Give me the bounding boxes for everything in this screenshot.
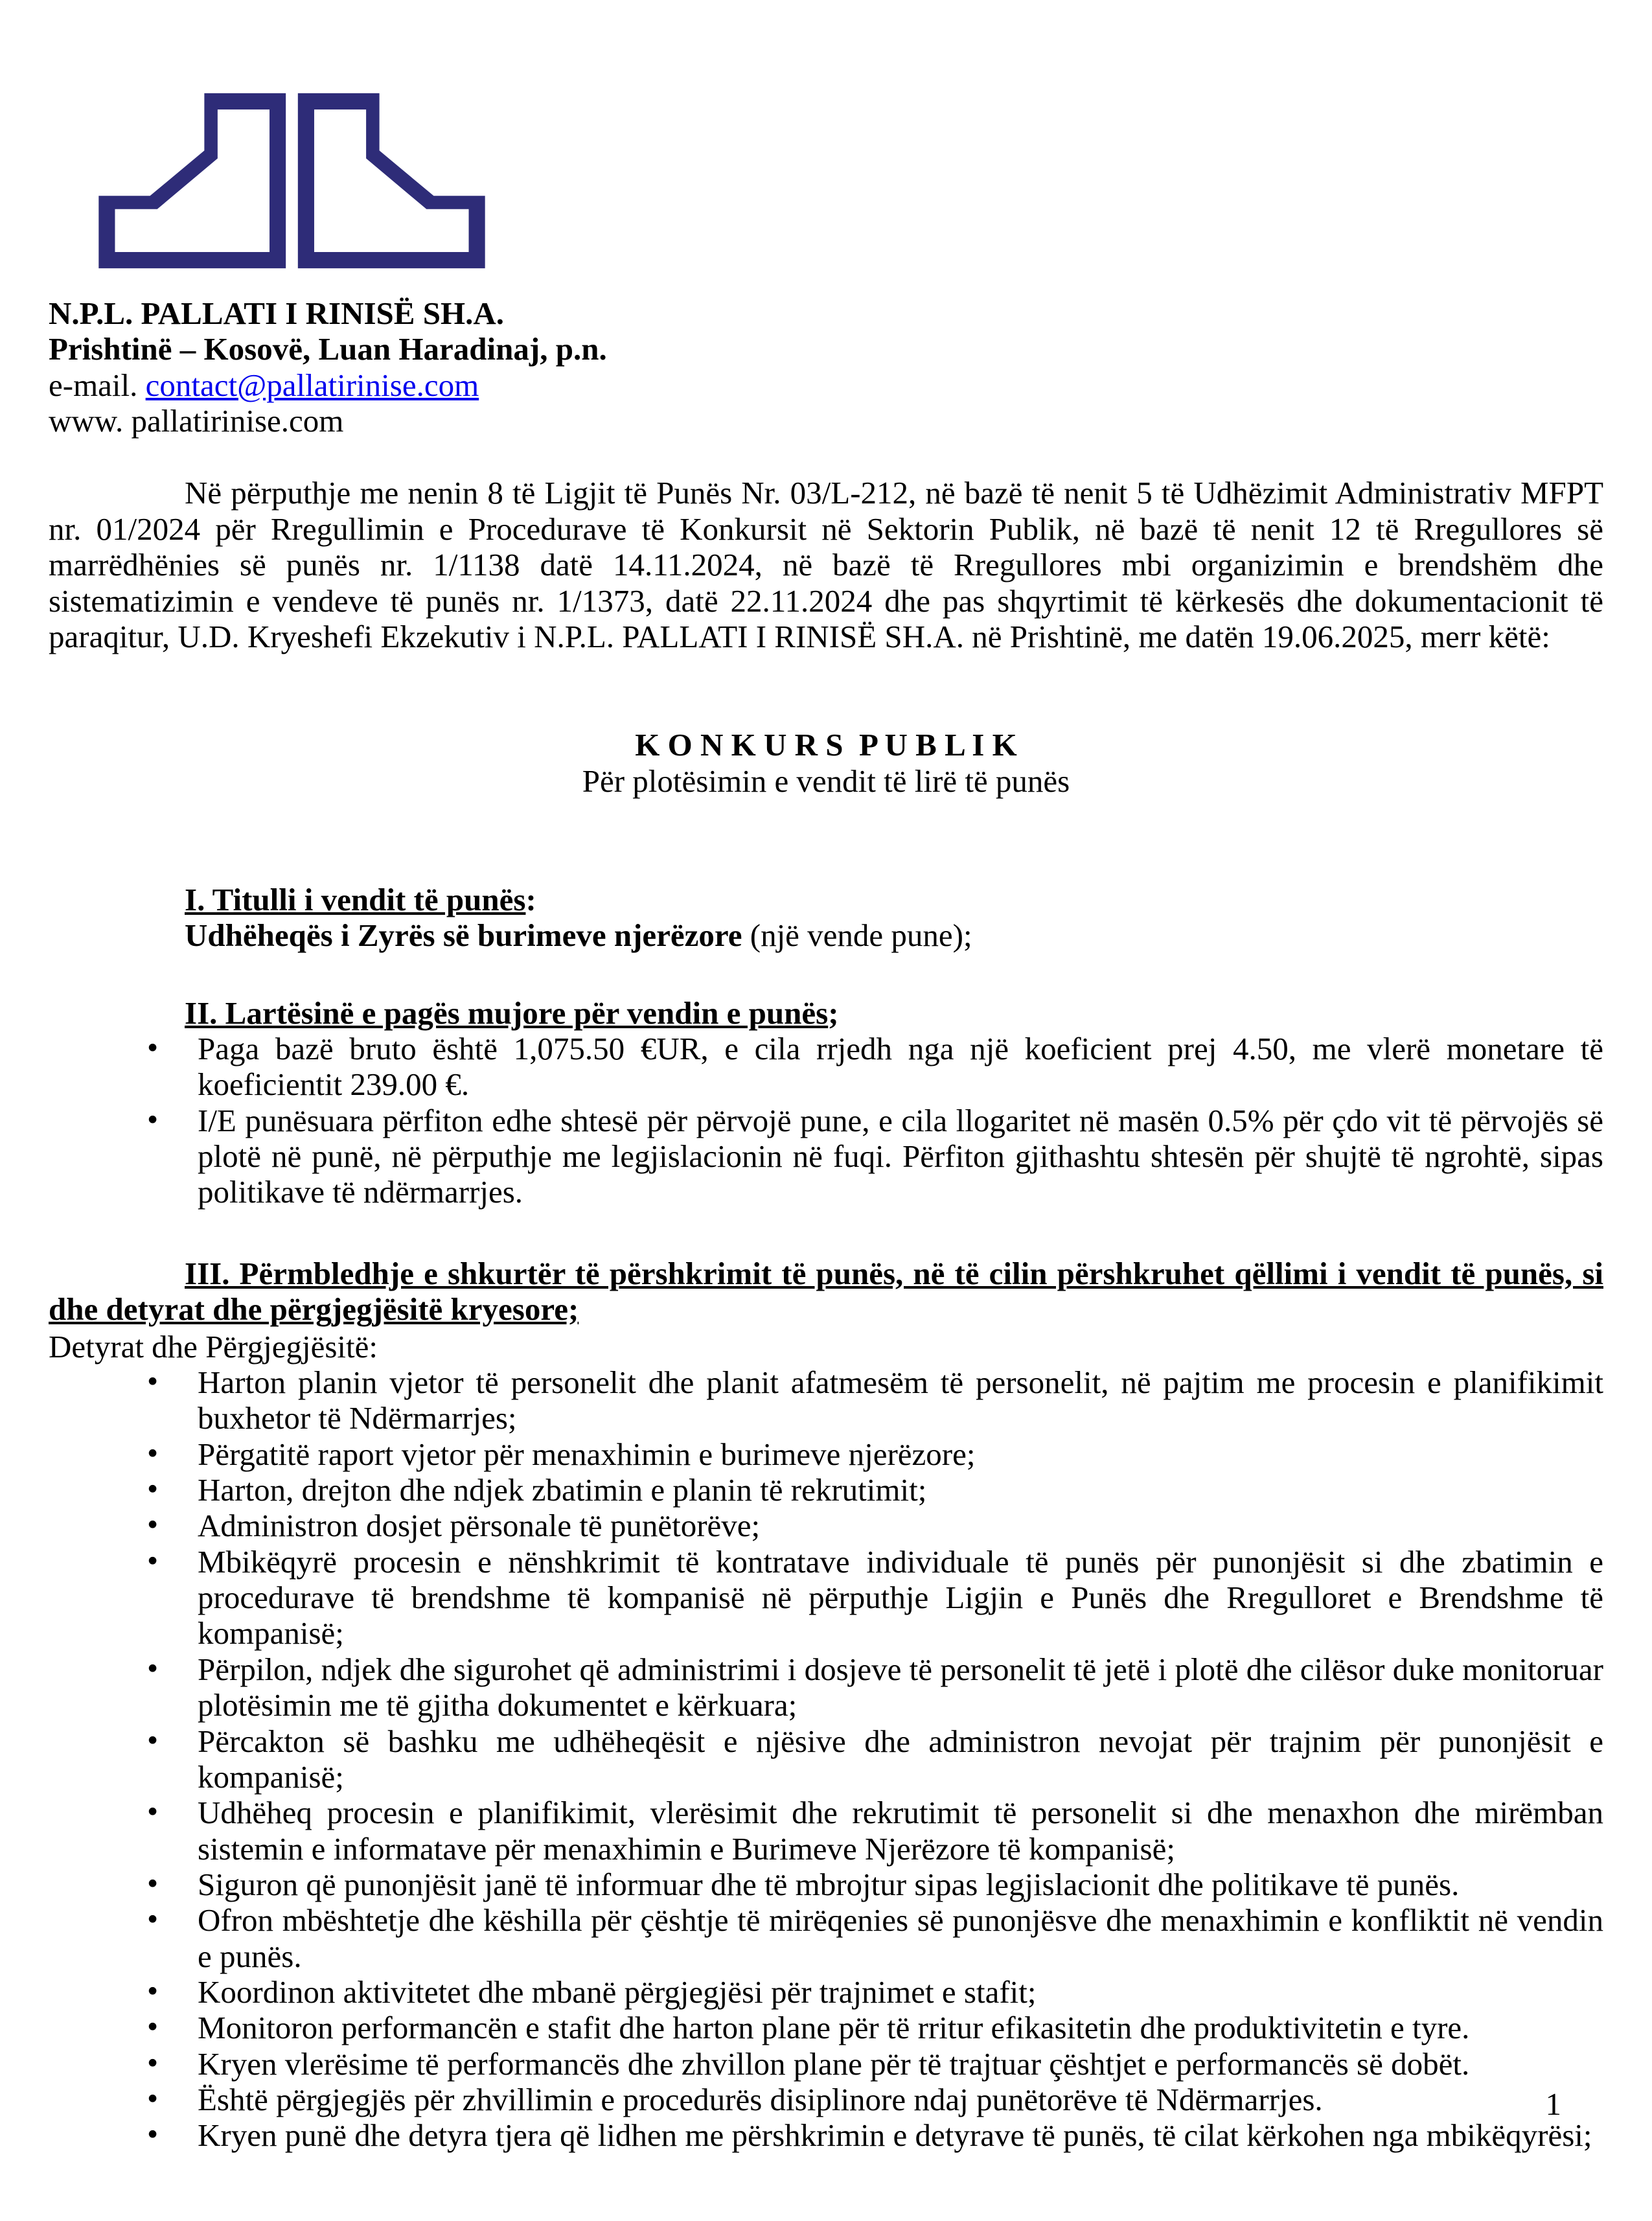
- company-address: Prishtinë – Kosovë, Luan Haradinaj, p.n.: [49, 331, 607, 367]
- list-item-text: Kryen vlerësime të performancës dhe zhvillon plane për të trajtuar çështjet e performancës së dobët.: [198, 2045, 1470, 2082]
- bullet-icon: •: [147, 1865, 159, 1901]
- bullet-icon: •: [147, 1434, 159, 1471]
- page-number: 1: [1545, 2086, 1561, 2122]
- section-2-heading-punct: ;: [828, 995, 839, 1031]
- list-item: [49, 1508, 1603, 1543]
- list-item: [49, 1103, 1603, 1210]
- email-label: e-mail.: [49, 367, 146, 403]
- list-item: [49, 1651, 1603, 1723]
- section-2-heading-text: II. Lartësinë e pagës mujore për vendin e punës: [185, 995, 829, 1031]
- letterhead: [49, 295, 1603, 439]
- intro-paragraph: Në përputhje me nenin 8 të Ligjit të Punës Nr. 03/L-212, në bazë të nenit 5 të Udhëzimit Administrativ MFPT nr. 01/2024 për Rregullimin e Procedurave të Konkursit në Sektorin Publik, në bazë të nenit 12 të Rregullores së marrëdhënies së punës nr. 1/1138 datë 14.11.2024, në bazë të Rregullores mbi organizimin e brendshëm dhe sistematizimin e vendeve të punës nr. 1/1373, datë 22.11.2024 dhe pas shqyrtimit të kërkesës dhe dokumentacionit të paraqitur, U.D. Kryeshefi Ekzekutiv i N.P.L. PALLATI I RINISË SH.A. në Prishtinë, me datën 19.06.2025, merr këtë:: [49, 475, 1603, 654]
- bullet-icon: •: [147, 1470, 159, 1506]
- list-item: [49, 1364, 1603, 1436]
- bullet-icon: •: [147, 1901, 159, 1937]
- bullet-icon: •: [147, 1542, 159, 1578]
- job-title-line: [185, 917, 1603, 953]
- list-item: [49, 1902, 1603, 1974]
- list-item: [49, 1472, 1603, 1508]
- bullet-icon: •: [147, 2116, 159, 2152]
- list-item-text: Përcakton së bashku me udhëheqësit e njësive dhe administron nevojat për trajnim për punonjësit e kompanisë;: [198, 1723, 1603, 1795]
- list-item-text: Administron dosjet përsonale të punëtorëve;: [198, 1508, 761, 1544]
- list-item-text: Harton planin vjetor të personelit dhe planit afatmesëm të personelit, në pajtim me procesin e planifikimit buxhetor të Ndërmarrjes;: [198, 1364, 1603, 1436]
- email-line: [49, 367, 1603, 403]
- list-item-text: Koordinon aktivitetet dhe mbanë përgjegjësi për trajnimet e stafit;: [198, 1974, 1037, 2010]
- list-item-text: Përgatitë raport vjetor për menaxhimin e burimeve njerëzore;: [198, 1436, 976, 1472]
- job-title-note: (një vende pune);: [742, 917, 972, 954]
- bullet-icon: •: [147, 2008, 159, 2045]
- email-link[interactable]: contact@pallatirinise.com: [145, 367, 479, 403]
- document-page: [0, 83, 1652, 2221]
- duties-bullet-list: [49, 1364, 1603, 2154]
- section-2-heading: [185, 995, 1603, 1031]
- list-item-text: Mbikëqyrë procesin e nënshkrimit të kontratave individuale të punës për punonjësit si dhe zbatimin e procedurave të brendshme të kompanisë në përputhje Ligjin e Punës dhe Rregulloret e Brendshme të kompanisë;: [198, 1543, 1603, 1651]
- list-item-text: Paga bazë bruto është 1,075.50 €UR, e cila rrjedh nga një koeficient prej 4.50, me vlerë monetare të koeficientit 239.00 €.: [198, 1031, 1603, 1103]
- bullet-icon: •: [147, 2044, 159, 2080]
- list-item-text: Përpilon, ndjek dhe sigurohet që administrimi i dosjeve të personelit të jetë i plotë dhe cilësor duke monitoruar plotësimin me të gjitha dokumentet e kërkuara;: [198, 1651, 1603, 1723]
- section-3-heading: III. Përmbledhje e shkurtër të përshkrimit të punës, në të cilin përshkruhet qëllimi i vendit të punës, si dhe detyrat dhe përgjegjësitë kryesore;: [49, 1255, 1603, 1328]
- section-1-heading: [185, 882, 1603, 917]
- list-item-text: Ofron mbështetje dhe këshilla për çështje të mirëqenies së punonjësve dhe menaxhimin e konfliktit në vendin e punës.: [198, 1902, 1603, 1974]
- bullet-icon: •: [147, 1101, 159, 1137]
- list-item: [49, 1544, 1603, 1651]
- bullet-icon: •: [147, 1793, 159, 1830]
- list-item: [49, 1436, 1603, 1472]
- section-1-heading-text: I. Titulli i vendit të punës: [185, 881, 526, 917]
- list-item-text: Harton, drejton dhe ndjek zbatimin e planin të rekrutimit;: [198, 1471, 927, 1508]
- bullet-icon: •: [147, 1363, 159, 1399]
- bullet-icon: •: [147, 1973, 159, 2009]
- company-name: N.P.L. PALLATI I RINISË SH.A.: [49, 295, 504, 331]
- list-item: [49, 1867, 1603, 1902]
- list-item: [49, 2117, 1603, 2153]
- list-item: [49, 2010, 1603, 2045]
- bullet-icon: •: [147, 1650, 159, 1686]
- list-item-text: Udhëheq procesin e planifikimit, vlerësimit dhe rekrutimit të personelit si dhe menaxhon dhe mirëmban sistemin e informatave për menaxhimin e Burimeve Njerëzore të kompanisë;: [198, 1795, 1603, 1867]
- list-item: [49, 1031, 1603, 1103]
- list-item-text: I/E punësuara përfiton edhe shtesë për përvojë pune, e cila llogaritet në masën 0.5% për çdo vit të përvojës së plotë në punë, në përputhje me legjislacionin në fuqi. Përfiton gjithashtu shtesën për shujtë të ngrohtë, sipas politikave të ndërmarrjes.: [198, 1102, 1603, 1210]
- list-item: [49, 2046, 1603, 2082]
- list-item-text: Siguron që punonjësit janë të informuar dhe të mbrojtur sipas legjislacionit dhe politikave të punës.: [198, 1866, 1460, 1902]
- announcement-title: K O N K U R S P U B L I K: [635, 727, 1017, 763]
- list-item-text: Monitoron performancën e stafit dhe harton plane për të rritur efikasitetin dhe produktivitetin e tyre.: [198, 2010, 1470, 2046]
- section-1-heading-punct: :: [525, 881, 536, 917]
- company-logo: [93, 83, 491, 279]
- list-item: [49, 1974, 1603, 2010]
- salary-bullet-list: [49, 1031, 1603, 1210]
- list-item: [49, 1795, 1603, 1867]
- job-title: Udhëheqës i Zyrës së burimeve njerëzore: [185, 917, 742, 954]
- bullet-icon: •: [147, 1030, 159, 1066]
- list-item: [49, 1723, 1603, 1795]
- announcement-subtitle: Për plotësimin e vendit të lirë të punës: [582, 763, 1070, 799]
- list-item-text: Kryen punë dhe detyra tjera që lidhen me përshkrimin e detyrave të punës, të cilat kërkohen nga mbikëqyrësi;: [198, 2117, 1592, 2154]
- bullet-icon: •: [147, 1506, 159, 1543]
- bullet-icon: •: [147, 1721, 159, 1758]
- pallati-i-rinise-logo-icon: [93, 83, 491, 279]
- duties-label: Detyrat dhe Përgjegjësitë:: [49, 1328, 378, 1364]
- list-item: [49, 2082, 1603, 2117]
- website-line: www. pallatirinise.com: [49, 403, 344, 439]
- bullet-icon: •: [147, 2080, 159, 2117]
- list-item-text: Është përgjegjës për zhvillimin e procedurës disiplinore ndaj punëtorëve të Ndërmarrjes.: [198, 2082, 1323, 2118]
